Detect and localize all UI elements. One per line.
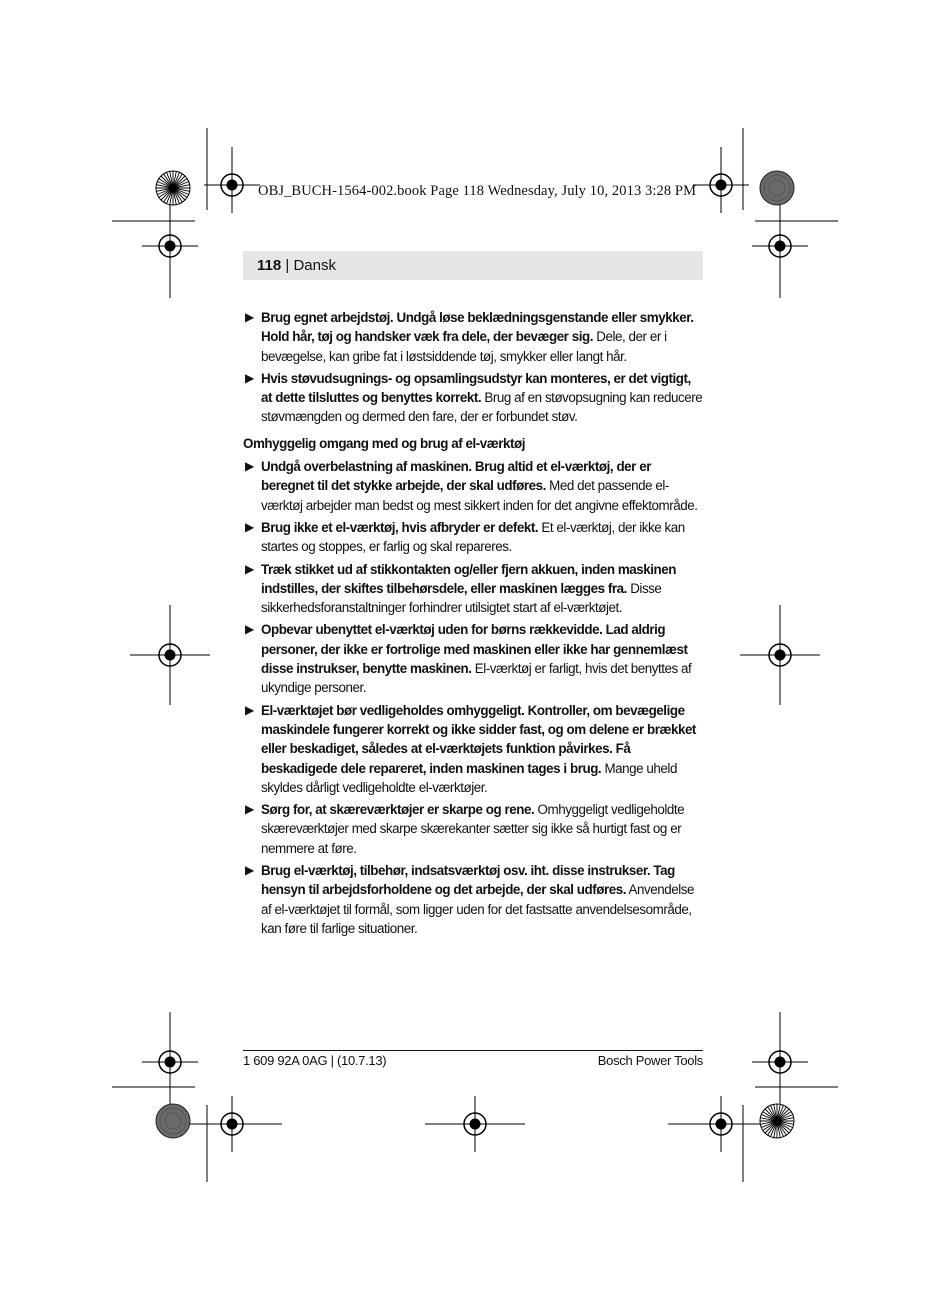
list-item [243, 308, 705, 366]
bullet-arrow-icon: ▶ [245, 370, 254, 385]
list-item [243, 560, 705, 618]
item-text: El-værktøj er farligt, hvis det benyttes af ukyndige personer. [261, 661, 692, 696]
list-item [243, 800, 705, 858]
page-header-band [243, 251, 703, 280]
page-language: Dansk [293, 257, 336, 274]
main-content [243, 308, 705, 941]
item-bold-text: El-værktøjet bør vedligeholdes omhyggeligt. Kontroller, om bevægelige maskindele fungerer korrekt og ikke sidder fast, og om delene er brækket eller beskadiget, således at el-værktøjets funktion påvirkes. Få beskadigede dele repareret, inden maskinen tages i brug. [261, 702, 696, 776]
bullet-arrow-icon: ▶ [245, 459, 254, 474]
page-number: 118 [257, 257, 282, 274]
list-item [243, 369, 705, 427]
item-bold-text: Opbevar ubenyttet el-værktøj uden for børns rækkevidde. Lad aldrig personer, der ikke er fortrolige med maskinen eller ikke har gennemlæst disse instrukser, benytte maskinen. [261, 622, 688, 677]
print-job-header: OBJ_BUCH-1564-002.book Page 118 Wednesday, July 10, 2013 3:28 PM [258, 183, 697, 199]
item-bold-text: Brug el-værktøj, tilbehør, indsatsværktøj osv. iht. disse instrukser. Tag hensyn til arbejdsforholdene og det arbejde, der skal udføres. [261, 863, 675, 898]
list-item [243, 861, 705, 938]
bullet-arrow-icon: ▶ [245, 519, 254, 534]
item-text: Disse sikkerhedsforanstaltninger forhindrer utilsigtet start af el-værktøjet. [261, 580, 662, 616]
bullet-arrow-icon: ▶ [245, 802, 254, 817]
bullet-arrow-icon: ▶ [245, 702, 254, 717]
list-item [243, 620, 705, 697]
page-header [257, 257, 336, 274]
item-bold-text: Brug egnet arbejdstøj. Undgå løse beklædningsgenstande eller smykker. Hold hår, tøj og handsker væk fra dele, der bevæger sig. [261, 310, 694, 345]
item-text: Et el-værktøj, der ikke kan startes og stoppes, er farlig og skal repareres. [261, 519, 685, 555]
item-text: Omhyggeligt vedligeholdte skæreværktøjer med skarpe skærekanter sætter sig ikke så hurtigt fast og er nemmere at føre. [261, 802, 685, 856]
bullet-arrow-icon: ▶ [245, 622, 254, 637]
bullet-arrow-icon: ▶ [245, 310, 254, 324]
list-item [243, 701, 705, 797]
item-bold-text: Undgå overbelastning af maskinen. Brug altid et el-værktøj, der er beregnet til det stykke arbejde, der skal udføres. [261, 459, 651, 494]
item-bold-text: Sørg for, at skæreværktøjer er skarpe og rene. [261, 802, 535, 818]
footer-divider [243, 1050, 703, 1051]
item-bold-text: Hvis støvudsugnings- og opsamlingsudstyr kan monteres, er det vigtigt, at dette tilsluttes og benyttes korrekt. [261, 370, 691, 406]
bullet-arrow-icon: ▶ [245, 863, 254, 878]
list-item [243, 457, 705, 515]
bullet-arrow-icon: ▶ [245, 561, 254, 576]
page-separator: | [281, 257, 294, 274]
item-text: Med det passende el-værktøj arbejder man bedst og mest sikkert inden for det angivne effektområde. [261, 478, 698, 513]
section-heading: Omhyggelig omgang med og brug af el-værktøj [243, 435, 525, 451]
item-text: Mange uheld skyldes dårligt vedligeholdte el-værktøjer. [261, 760, 677, 795]
item-text: Brug af en støvopsugning kan reducere støvmængden og dermed den fare, der er forbundet støv. [261, 390, 703, 425]
footer-document-code: 1 609 92A 0AG | (10.7.13) [243, 1053, 387, 1068]
item-text: Dele, der er i bevægelse, kan gribe fat i løstsiddende tøj, smykker eller langt hår. [261, 329, 667, 364]
footer-brand: Bosch Power Tools [597, 1053, 703, 1068]
item-bold-text: Brug ikke et el-værktøj, hvis afbryder er defekt. [261, 519, 539, 535]
item-bold-text: Træk stikket ud af stikkontakten og/eller fjern akkuen, inden maskinen indstilles, der skiftes tilbehørsdele, eller maskinen lægges fra. [261, 561, 676, 596]
item-text: Anvendelse af el-værktøjet til formål, som ligger uden for det fastsatte anvendelsesområde, kan føre til farlige situationer. [261, 882, 694, 936]
list-item [243, 518, 705, 557]
